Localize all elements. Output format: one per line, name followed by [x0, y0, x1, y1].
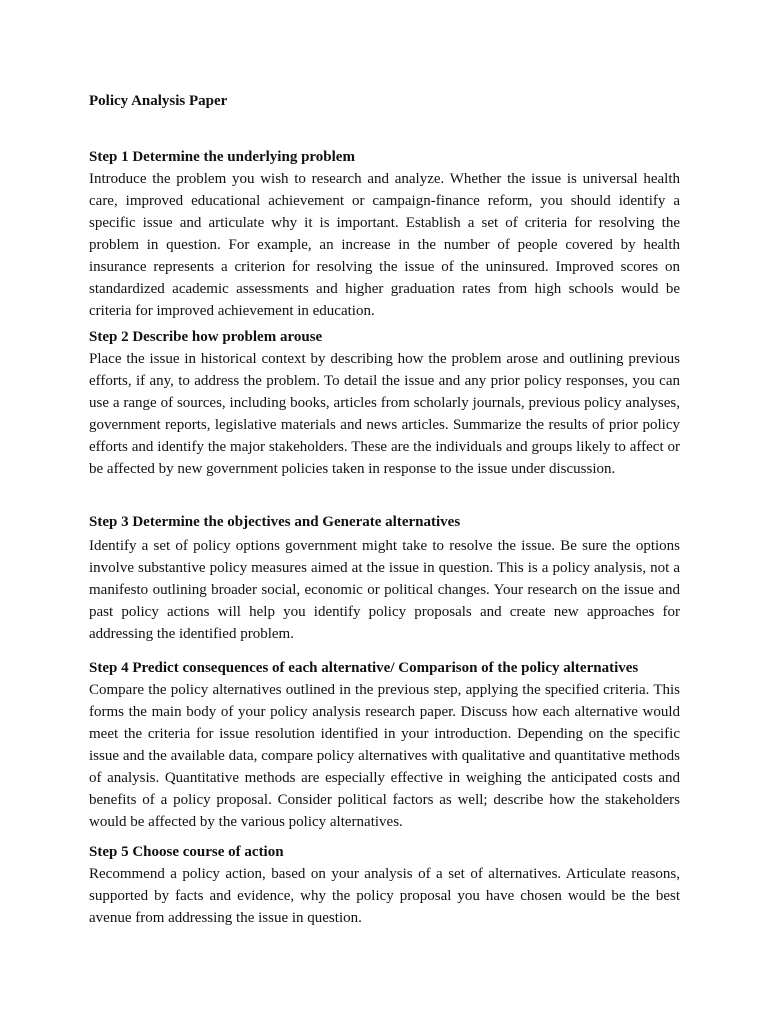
- section-body: Compare the policy alternatives outlined in the previous step, applying the specified criteria. This forms the main body of your policy analysis research paper. Discuss how each alternative would meet the criteria for issue resolution identified in your introduction. Depending on the specific issue and the available data, compare policy alternatives with qualitative and quantitative methods of analysis. Quantitative methods are especially effective in weighing the anticipated costs and benefits of a policy proposal. Consider political factors as well; describe how the stakeholders would be affected by the various policy alternatives.: [89, 682, 680, 830]
- section-body: Introduce the problem you wish to research and analyze. Whether the issue is universal health care, improved educational achievement or campaign-finance reform, you should identify a specific issue and articulate why it is important. Establish a set of criteria for resolving the problem in question. For example, an increase in the number of people covered by health insurance represents a criterion for resolving the issue of the uninsured. Improved scores on standardized academic assessments and higher graduation rates from high schools would be criteria for improved achievement in education.: [89, 171, 680, 319]
- section-step-2: [89, 326, 680, 480]
- section-heading: Step 5 Choose course of action: [89, 844, 284, 860]
- section-heading: Step 3 Determine the objectives and Generate alternatives: [89, 514, 461, 530]
- document-title: Policy Analysis Paper: [89, 93, 228, 109]
- section-step-1: [89, 146, 680, 322]
- section-body: Identify a set of policy options government might take to resolve the issue. Be sure the options involve substantive policy measures aimed at the issue in question. This is a policy analysis, not a manifesto outlining broader social, economic or political changes. Your research on the issue and past policy actions will help you identify policy proposals and create new approaches for addressing the identified problem.: [89, 538, 680, 642]
- section-step-4: [89, 657, 680, 833]
- section-step-5: [89, 841, 680, 929]
- section-heading: Step 4 Predict consequences of each alternative/ Comparison of the policy alternatives: [89, 660, 639, 676]
- section-body: Place the issue in historical context by describing how the problem arose and outlining previous efforts, if any, to address the problem. To detail the issue and any prior policy responses, you can use a range of sources, including books, articles from scholarly journals, previous policy analyses, government reports, legislative materials and news articles. Summarize the results of prior policy efforts and identify the major stakeholders. These are the individuals and groups likely to affect or be affected by new government policies taken in response to the issue under discussion.: [89, 351, 680, 477]
- section-step-3: [89, 511, 680, 645]
- section-body: Recommend a policy action, based on your analysis of a set of alternatives. Articulate reasons, supported by facts and evidence, why the policy proposal you have chosen would be the best avenue from addressing the issue in question.: [89, 866, 680, 926]
- section-heading: Step 2 Describe how problem arouse: [89, 329, 323, 345]
- section-heading: Step 1 Determine the underlying problem: [89, 149, 355, 165]
